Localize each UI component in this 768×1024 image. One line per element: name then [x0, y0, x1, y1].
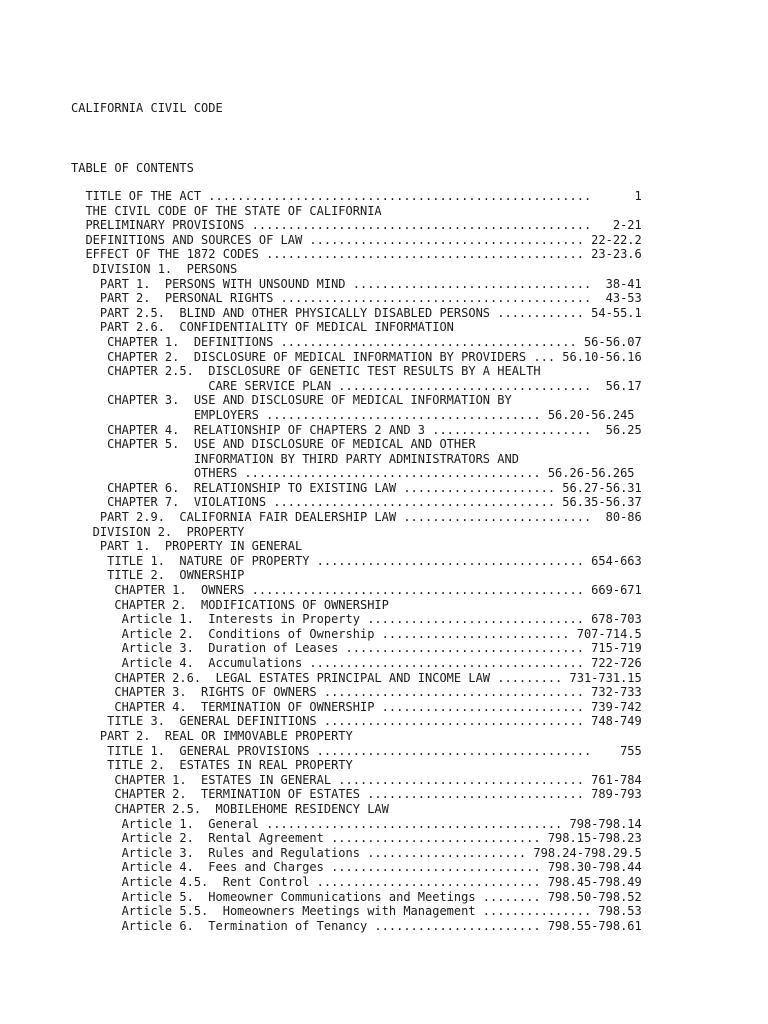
toc-entry: CHAPTER 7. VIOLATIONS ....................................... 56.35-56.37: [71, 495, 642, 510]
toc-entry: EFFECT OF THE 1872 CODES ............................................ 23-23.6: [71, 247, 642, 262]
toc-entry: PART 1. PERSONS WITH UNSOUND MIND ................................. 38-41: [71, 276, 642, 291]
document-title: CALIFORNIA CIVIL CODE: [71, 101, 223, 115]
toc-entry: PART 2.6. CONFIDENTIALITY OF MEDICAL INFORMATION: [71, 320, 454, 335]
toc-entry: CHAPTER 4. TERMINATION OF OWNERSHIP ............................ 739-742: [71, 699, 642, 714]
toc-entry: CHAPTER 5. USE AND DISCLOSURE OF MEDICAL AND OTHER: [71, 437, 476, 452]
toc-entry: CHAPTER 2.6. LEGAL ESTATES PRINCIPAL AND INCOME LAW ......... 731-731.15: [71, 670, 642, 685]
toc-entry: TITLE 1. NATURE OF PROPERTY ..................................... 654-663: [71, 553, 642, 568]
toc-entry: CHAPTER 2. MODIFICATIONS OF OWNERSHIP: [71, 597, 389, 612]
toc-entry: CHAPTER 3. RIGHTS OF OWNERS .................................... 732-733: [71, 685, 642, 700]
toc-entry: TITLE OF THE ACT ..................................................... 1: [71, 189, 642, 203]
toc-entry: DEFINITIONS AND SOURCES OF LAW ...................................... 22-22.2: [71, 232, 642, 247]
toc-entry: PART 2. PERSONAL RIGHTS ........................................... 43-53: [71, 291, 642, 306]
toc-entry: Article 5.5. Homeowners Meetings with Management ............... 798.53: [71, 904, 642, 919]
toc-entry: CHAPTER 3. USE AND DISCLOSURE OF MEDICAL INFORMATION BY: [71, 393, 512, 408]
toc-entry: INFORMATION BY THIRD PARTY ADMINISTRATORS AND: [71, 451, 519, 466]
toc-entry: CHAPTER 2.5. MOBILEHOME RESIDENCY LAW: [71, 801, 389, 816]
toc-entry: PRELIMINARY PROVISIONS ............................................... 2-21: [71, 218, 642, 233]
toc-entry: CHAPTER 2. DISCLOSURE OF MEDICAL INFORMATION BY PROVIDERS ... 56.10-56.16: [71, 349, 642, 364]
toc-entry: PART 1. PROPERTY IN GENERAL: [71, 539, 303, 554]
toc-entry: TITLE 2. OWNERSHIP: [71, 568, 245, 583]
toc-entry: Article 1. Interests in Property .............................. 678-703: [71, 612, 642, 627]
toc-entry: PART 2. REAL OR IMMOVABLE PROPERTY: [71, 728, 353, 743]
toc-entry: Article 2. Rental Agreement ............................. 798.15-798.23: [71, 831, 642, 846]
toc-entry: Article 1. General ......................................... 798-798.14: [71, 816, 642, 831]
toc-entry: TITLE 3. GENERAL DEFINITIONS .................................... 748-749: [71, 714, 642, 729]
toc-entry: DIVISION 1. PERSONS: [71, 261, 238, 276]
toc-entry: CHAPTER 2.5. DISCLOSURE OF GENETIC TEST RESULTS BY A HEALTH: [71, 364, 541, 379]
toc-entry: CHAPTER 4. RELATIONSHIP OF CHAPTERS 2 AND 3 ...................... 56.25: [71, 422, 642, 437]
toc-entry: Article 3. Duration of Leases ................................. 715-719: [71, 641, 642, 656]
toc-entry: EMPLOYERS ...................................... 56.20-56.245: [71, 407, 635, 422]
toc-entry: TITLE 1. GENERAL PROVISIONS ...................................... 755: [71, 743, 642, 758]
table-of-contents: [71, 189, 671, 933]
toc-entry: PART 2.9. CALIFORNIA FAIR DEALERSHIP LAW .......................... 80-86: [71, 510, 642, 525]
toc-entry: Article 2. Conditions of Ownership .......................... 707-714.5: [71, 626, 642, 641]
toc-entry: PART 2.5. BLIND AND OTHER PHYSICALLY DISABLED PERSONS ............ 54-55.1: [71, 305, 642, 320]
toc-entry: Article 5. Homeowner Communications and Meetings ........ 798.50-798.52: [71, 889, 642, 904]
toc-entry: TITLE 2. ESTATES IN REAL PROPERTY: [71, 758, 353, 773]
toc-entry: CHAPTER 1. ESTATES IN GENERAL .................................. 761-784: [71, 772, 642, 787]
toc-entry: Article 6. Termination of Tenancy ....................... 798.55-798.61: [71, 918, 642, 933]
toc-entry: OTHERS ......................................... 56.26-56.265: [71, 466, 635, 481]
toc-entry: CHAPTER 1. OWNERS .............................................. 669-671: [71, 583, 642, 598]
toc-entry: CARE SERVICE PLAN ................................... 56.17: [71, 378, 642, 393]
toc-entry: CHAPTER 6. RELATIONSHIP TO EXISTING LAW ..................... 56.27-56.31: [71, 480, 642, 495]
toc-entry: Article 4. Accumulations ...................................... 722-726: [71, 656, 642, 670]
toc-entry: CHAPTER 2. TERMINATION OF ESTATES .............................. 789-793: [71, 787, 642, 802]
toc-heading: TABLE OF CONTENTS: [71, 161, 194, 175]
toc-entry: Article 4.5. Rent Control ............................... 798.45-798.49: [71, 874, 642, 889]
toc-entry: DIVISION 2. PROPERTY: [71, 524, 245, 539]
toc-entry: Article 4. Fees and Charges ............................. 798.30-798.44: [71, 860, 642, 875]
toc-entry: Article 3. Rules and Regulations ...................... 798.24-798.29.5: [71, 845, 642, 860]
toc-entry: THE CIVIL CODE OF THE STATE OF CALIFORNIA: [71, 203, 382, 218]
toc-entry: CHAPTER 1. DEFINITIONS ......................................... 56-56.07: [71, 334, 642, 349]
